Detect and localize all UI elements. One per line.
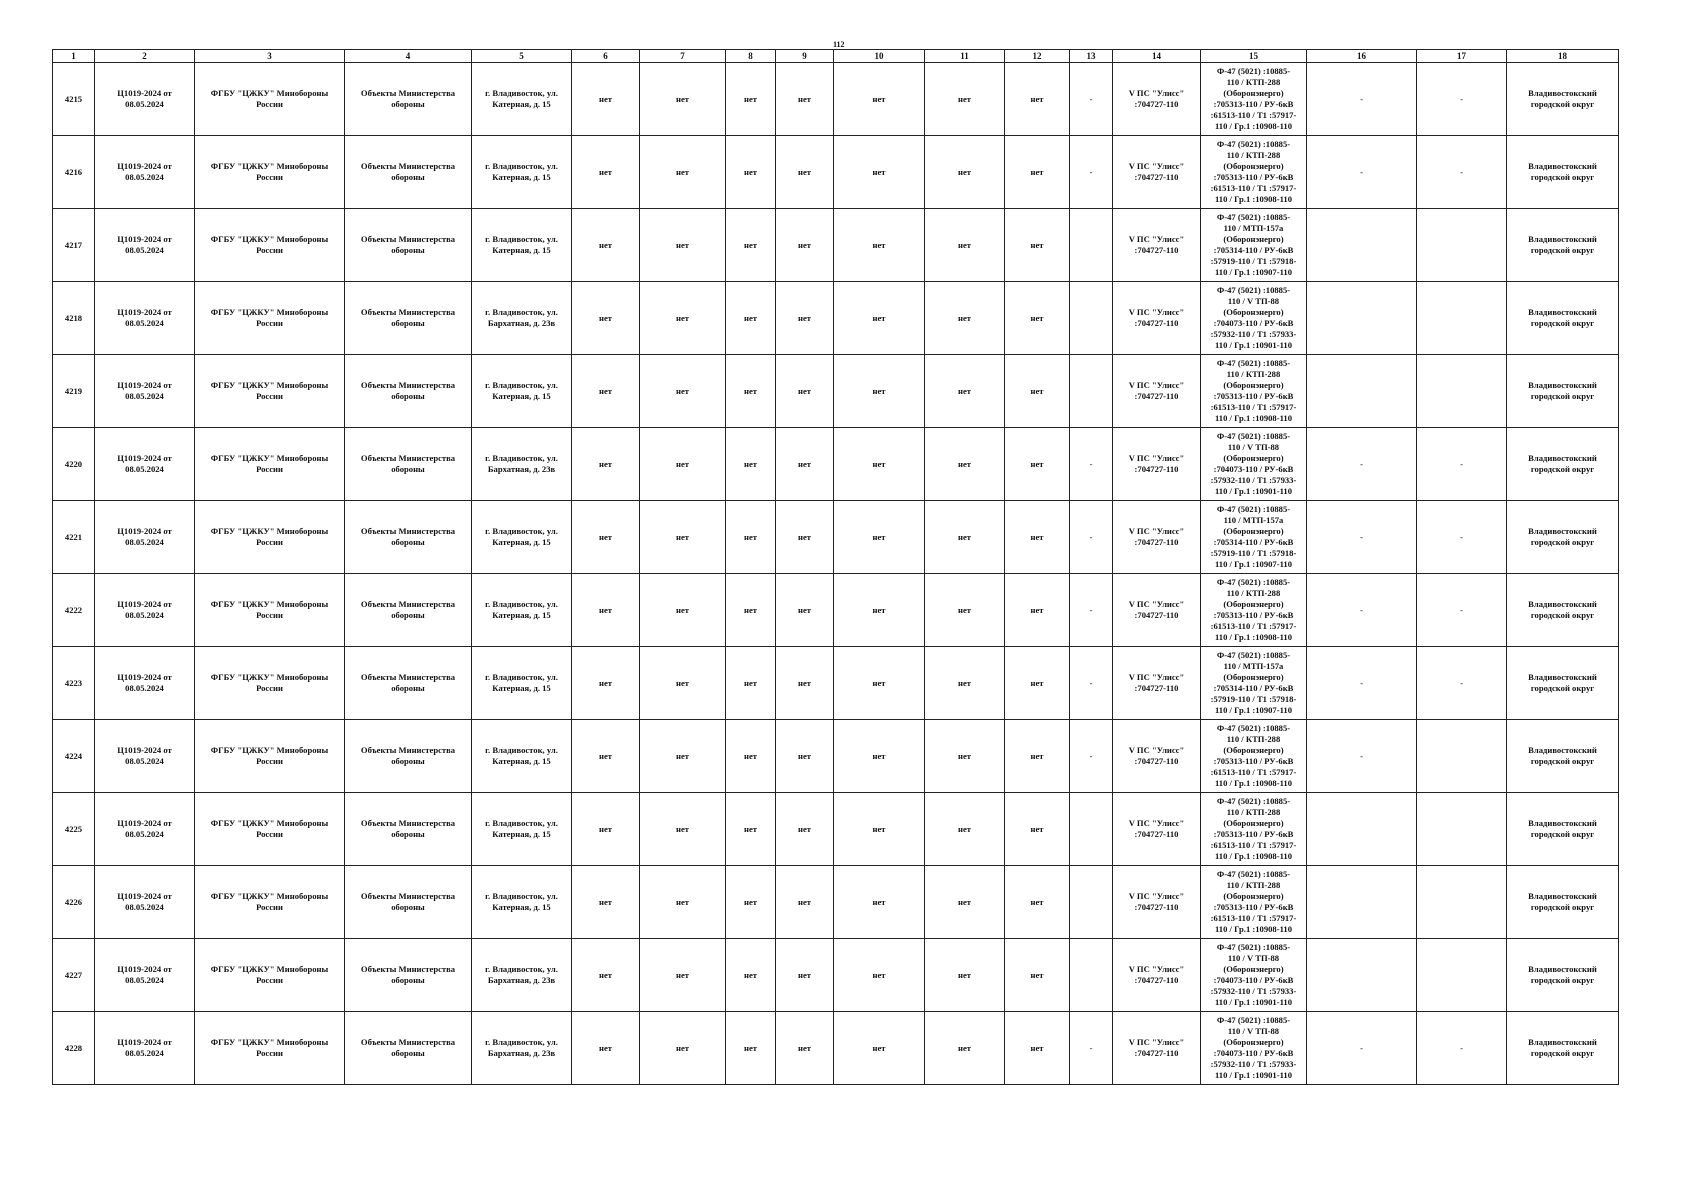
- contract-number-date: Ц1019-2024 от 08.05.2024: [95, 63, 195, 136]
- applicant-name: ФГБУ "ЦЖКУ" Минобороны России: [195, 866, 345, 939]
- row-number: 4225: [53, 793, 95, 866]
- column-10-value: нет: [834, 63, 925, 136]
- column-17-value: [1417, 209, 1507, 282]
- column-9-value: нет: [776, 282, 834, 355]
- column-16-value: [1307, 793, 1417, 866]
- column-7-value: нет: [640, 501, 726, 574]
- object-address: г. Владивосток, ул. Катерная, д. 15: [472, 355, 572, 428]
- column-12-value: нет: [1005, 574, 1070, 647]
- column-17-value: -: [1417, 1012, 1507, 1085]
- column-11-value: нет: [925, 63, 1005, 136]
- contract-number-date: Ц1019-2024 от 08.05.2024: [95, 1012, 195, 1085]
- column-10-value: нет: [834, 355, 925, 428]
- column-12-value: нет: [1005, 1012, 1070, 1085]
- substation-cell: V ПС "Улисс" :704727-110: [1113, 574, 1201, 647]
- object-address: г. Владивосток, ул. Катерная, д. 15: [472, 136, 572, 209]
- column-6-value: нет: [572, 939, 640, 1012]
- column-13-value: -: [1070, 501, 1113, 574]
- row-number: 4218: [53, 282, 95, 355]
- contract-number-date: Ц1019-2024 от 08.05.2024: [95, 574, 195, 647]
- column-9-value: нет: [776, 720, 834, 793]
- column-12-value: нет: [1005, 793, 1070, 866]
- column-7-value: нет: [640, 63, 726, 136]
- connection-path-cell: Ф-47 (5021) :10885- 110 / МТП-157а (Оборонэнерго) :705314-110 / РУ-6кВ :57919-110 / Т1 :57918- 110 / Гр.1 :10907-110: [1201, 501, 1307, 574]
- column-6-value: нет: [572, 793, 640, 866]
- contract-number-date: Ц1019-2024 от 08.05.2024: [95, 793, 195, 866]
- column-11-value: нет: [925, 1012, 1005, 1085]
- object-name: Объекты Министерства обороны: [345, 866, 472, 939]
- municipality-cell: Владивостокский городской округ: [1507, 355, 1619, 428]
- contract-number-date: Ц1019-2024 от 08.05.2024: [95, 501, 195, 574]
- column-6-value: нет: [572, 1012, 640, 1085]
- column-10-value: нет: [834, 428, 925, 501]
- column-13-value: -: [1070, 574, 1113, 647]
- column-header-14: 14: [1113, 50, 1201, 63]
- column-header-11: 11: [925, 50, 1005, 63]
- column-13-value: [1070, 209, 1113, 282]
- column-header-10: 10: [834, 50, 925, 63]
- column-8-value: нет: [726, 282, 776, 355]
- table-row: [53, 647, 1619, 720]
- municipality-cell: Владивостокский городской округ: [1507, 209, 1619, 282]
- column-10-value: нет: [834, 939, 925, 1012]
- connection-path-cell: Ф-47 (5021) :10885- 110 / КТП-288 (Оборонэнерго) :705313-110 / РУ-6кВ :61513-110 / Т1 :57917- 110 / Гр.1 :10908-110: [1201, 63, 1307, 136]
- substation-cell: V ПС "Улисс" :704727-110: [1113, 720, 1201, 793]
- table-row: [53, 501, 1619, 574]
- column-16-value: -: [1307, 136, 1417, 209]
- contract-number-date: Ц1019-2024 от 08.05.2024: [95, 720, 195, 793]
- table-body: [53, 63, 1619, 1085]
- column-10-value: нет: [834, 501, 925, 574]
- row-number: 4224: [53, 720, 95, 793]
- column-7-value: нет: [640, 1012, 726, 1085]
- column-8-value: нет: [726, 793, 776, 866]
- row-number: 4222: [53, 574, 95, 647]
- object-name: Объекты Министерства обороны: [345, 63, 472, 136]
- object-name: Объекты Министерства обороны: [345, 136, 472, 209]
- column-10-value: нет: [834, 647, 925, 720]
- column-11-value: нет: [925, 939, 1005, 1012]
- column-17-value: [1417, 720, 1507, 793]
- column-11-value: нет: [925, 793, 1005, 866]
- substation-cell: V ПС "Улисс" :704727-110: [1113, 501, 1201, 574]
- municipality-cell: Владивостокский городской округ: [1507, 1012, 1619, 1085]
- column-header-4: 4: [345, 50, 472, 63]
- column-11-value: нет: [925, 355, 1005, 428]
- municipality-cell: Владивостокский городской округ: [1507, 501, 1619, 574]
- applicant-name: ФГБУ "ЦЖКУ" Минобороны России: [195, 647, 345, 720]
- column-13-value: [1070, 793, 1113, 866]
- contract-number-date: Ц1019-2024 от 08.05.2024: [95, 428, 195, 501]
- object-address: г. Владивосток, ул. Бархатная, д. 23в: [472, 939, 572, 1012]
- contract-number-date: Ц1019-2024 от 08.05.2024: [95, 647, 195, 720]
- municipality-cell: Владивостокский городской округ: [1507, 428, 1619, 501]
- object-name: Объекты Министерства обороны: [345, 793, 472, 866]
- connection-path-cell: Ф-47 (5021) :10885- 110 / КТП-288 (Оборонэнерго) :705313-110 / РУ-6кВ :61513-110 / Т1 :57917- 110 / Гр.1 :10908-110: [1201, 355, 1307, 428]
- connection-path-cell: Ф-47 (5021) :10885- 110 / КТП-288 (Оборонэнерго) :705313-110 / РУ-6кВ :61513-110 / Т1 :57917- 110 / Гр.1 :10908-110: [1201, 574, 1307, 647]
- column-7-value: нет: [640, 939, 726, 1012]
- contract-number-date: Ц1019-2024 от 08.05.2024: [95, 209, 195, 282]
- column-12-value: нет: [1005, 720, 1070, 793]
- table-row: [53, 136, 1619, 209]
- municipality-cell: Владивостокский городской округ: [1507, 939, 1619, 1012]
- column-13-value: [1070, 355, 1113, 428]
- column-12-value: нет: [1005, 428, 1070, 501]
- column-10-value: нет: [834, 209, 925, 282]
- row-number: 4220: [53, 428, 95, 501]
- column-12-value: нет: [1005, 136, 1070, 209]
- column-10-value: нет: [834, 720, 925, 793]
- column-10-value: нет: [834, 1012, 925, 1085]
- applicant-name: ФГБУ "ЦЖКУ" Минобороны России: [195, 136, 345, 209]
- substation-cell: V ПС "Улисс" :704727-110: [1113, 866, 1201, 939]
- column-16-value: -: [1307, 720, 1417, 793]
- column-12-value: нет: [1005, 209, 1070, 282]
- connection-path-cell: Ф-47 (5021) :10885- 110 / КТП-288 (Оборонэнерго) :705313-110 / РУ-6кВ :61513-110 / Т1 :57917- 110 / Гр.1 :10908-110: [1201, 866, 1307, 939]
- column-13-value: -: [1070, 720, 1113, 793]
- substation-cell: V ПС "Улисс" :704727-110: [1113, 428, 1201, 501]
- substation-cell: V ПС "Улисс" :704727-110: [1113, 136, 1201, 209]
- substation-cell: V ПС "Улисс" :704727-110: [1113, 282, 1201, 355]
- applicant-name: ФГБУ "ЦЖКУ" Минобороны России: [195, 501, 345, 574]
- column-8-value: нет: [726, 136, 776, 209]
- applicant-name: ФГБУ "ЦЖКУ" Минобороны России: [195, 282, 345, 355]
- contract-number-date: Ц1019-2024 от 08.05.2024: [95, 355, 195, 428]
- column-12-value: нет: [1005, 282, 1070, 355]
- column-6-value: нет: [572, 209, 640, 282]
- column-9-value: нет: [776, 136, 834, 209]
- column-17-value: [1417, 282, 1507, 355]
- object-address: г. Владивосток, ул. Катерная, д. 15: [472, 574, 572, 647]
- column-header-17: 17: [1417, 50, 1507, 63]
- municipality-cell: Владивостокский городской округ: [1507, 866, 1619, 939]
- column-17-value: [1417, 939, 1507, 1012]
- row-number: 4228: [53, 1012, 95, 1085]
- applicant-name: ФГБУ "ЦЖКУ" Минобороны России: [195, 355, 345, 428]
- table-row: [53, 574, 1619, 647]
- row-number: 4226: [53, 866, 95, 939]
- register-table: [52, 49, 1619, 1085]
- column-17-value: -: [1417, 501, 1507, 574]
- column-8-value: нет: [726, 209, 776, 282]
- column-7-value: нет: [640, 720, 726, 793]
- object-address: г. Владивосток, ул. Катерная, д. 15: [472, 866, 572, 939]
- column-11-value: нет: [925, 647, 1005, 720]
- column-9-value: нет: [776, 428, 834, 501]
- object-address: г. Владивосток, ул. Бархатная, д. 23в: [472, 282, 572, 355]
- column-13-value: -: [1070, 63, 1113, 136]
- column-11-value: нет: [925, 428, 1005, 501]
- applicant-name: ФГБУ "ЦЖКУ" Минобороны России: [195, 209, 345, 282]
- object-address: г. Владивосток, ул. Бархатная, д. 23в: [472, 1012, 572, 1085]
- column-header-7: 7: [640, 50, 726, 63]
- object-name: Объекты Министерства обороны: [345, 647, 472, 720]
- column-8-value: нет: [726, 939, 776, 1012]
- column-header-3: 3: [195, 50, 345, 63]
- connection-path-cell: Ф-47 (5021) :10885- 110 / КТП-288 (Оборонэнерго) :705313-110 / РУ-6кВ :61513-110 / Т1 :57917- 110 / Гр.1 :10908-110: [1201, 136, 1307, 209]
- column-12-value: нет: [1005, 939, 1070, 1012]
- object-name: Объекты Министерства обороны: [345, 720, 472, 793]
- column-13-value: [1070, 939, 1113, 1012]
- column-7-value: нет: [640, 647, 726, 720]
- municipality-cell: Владивостокский городской округ: [1507, 720, 1619, 793]
- column-9-value: нет: [776, 939, 834, 1012]
- column-11-value: нет: [925, 866, 1005, 939]
- header-row: [53, 50, 1619, 63]
- substation-cell: V ПС "Улисс" :704727-110: [1113, 1012, 1201, 1085]
- row-number: 4223: [53, 647, 95, 720]
- row-number: 4217: [53, 209, 95, 282]
- column-16-value: [1307, 355, 1417, 428]
- column-header-5: 5: [472, 50, 572, 63]
- table-row: [53, 63, 1619, 136]
- object-name: Объекты Министерства обороны: [345, 501, 472, 574]
- column-16-value: [1307, 209, 1417, 282]
- column-header-1: 1: [53, 50, 95, 63]
- column-11-value: нет: [925, 501, 1005, 574]
- table-row: [53, 209, 1619, 282]
- column-10-value: нет: [834, 793, 925, 866]
- column-12-value: нет: [1005, 647, 1070, 720]
- column-header-18: 18: [1507, 50, 1619, 63]
- column-13-value: -: [1070, 1012, 1113, 1085]
- row-number: 4227: [53, 939, 95, 1012]
- table-row: [53, 793, 1619, 866]
- column-header-9: 9: [776, 50, 834, 63]
- column-6-value: нет: [572, 647, 640, 720]
- column-17-value: -: [1417, 647, 1507, 720]
- column-8-value: нет: [726, 720, 776, 793]
- column-17-value: -: [1417, 136, 1507, 209]
- column-9-value: нет: [776, 1012, 834, 1085]
- column-7-value: нет: [640, 282, 726, 355]
- column-8-value: нет: [726, 428, 776, 501]
- column-17-value: -: [1417, 428, 1507, 501]
- table-row: [53, 866, 1619, 939]
- substation-cell: V ПС "Улисс" :704727-110: [1113, 63, 1201, 136]
- column-13-value: -: [1070, 136, 1113, 209]
- column-header-16: 16: [1307, 50, 1417, 63]
- column-9-value: нет: [776, 355, 834, 428]
- column-16-value: -: [1307, 1012, 1417, 1085]
- column-6-value: нет: [572, 355, 640, 428]
- column-11-value: нет: [925, 209, 1005, 282]
- column-6-value: нет: [572, 63, 640, 136]
- column-9-value: нет: [776, 647, 834, 720]
- column-9-value: нет: [776, 793, 834, 866]
- connection-path-cell: Ф-47 (5021) :10885- 110 / КТП-288 (Оборонэнерго) :705313-110 / РУ-6кВ :61513-110 / Т1 :57917- 110 / Гр.1 :10908-110: [1201, 720, 1307, 793]
- object-address: г. Владивосток, ул. Катерная, д. 15: [472, 793, 572, 866]
- object-name: Объекты Министерства обороны: [345, 574, 472, 647]
- substation-cell: V ПС "Улисс" :704727-110: [1113, 355, 1201, 428]
- column-8-value: нет: [726, 1012, 776, 1085]
- connection-path-cell: Ф-47 (5021) :10885- 110 / V ТП-88 (Оборонэнерго) :704073-110 / РУ-6кВ :57932-110 / Т1 :57933- 110 / Гр.1 :10901-110: [1201, 1012, 1307, 1085]
- column-16-value: -: [1307, 428, 1417, 501]
- column-6-value: нет: [572, 501, 640, 574]
- column-6-value: нет: [572, 720, 640, 793]
- page-number: 112: [833, 40, 845, 49]
- column-header-6: 6: [572, 50, 640, 63]
- substation-cell: V ПС "Улисс" :704727-110: [1113, 793, 1201, 866]
- column-6-value: нет: [572, 866, 640, 939]
- row-number: 4215: [53, 63, 95, 136]
- column-9-value: нет: [776, 209, 834, 282]
- column-9-value: нет: [776, 574, 834, 647]
- column-8-value: нет: [726, 501, 776, 574]
- applicant-name: ФГБУ "ЦЖКУ" Минобороны России: [195, 63, 345, 136]
- connection-path-cell: Ф-47 (5021) :10885- 110 / V ТП-88 (Оборонэнерго) :704073-110 / РУ-6кВ :57932-110 / Т1 :57933- 110 / Гр.1 :10901-110: [1201, 939, 1307, 1012]
- column-16-value: -: [1307, 501, 1417, 574]
- substation-cell: V ПС "Улисс" :704727-110: [1113, 209, 1201, 282]
- contract-number-date: Ц1019-2024 от 08.05.2024: [95, 866, 195, 939]
- column-header-2: 2: [95, 50, 195, 63]
- row-number: 4216: [53, 136, 95, 209]
- applicant-name: ФГБУ "ЦЖКУ" Минобороны России: [195, 574, 345, 647]
- municipality-cell: Владивостокский городской округ: [1507, 793, 1619, 866]
- column-9-value: нет: [776, 866, 834, 939]
- object-name: Объекты Министерства обороны: [345, 939, 472, 1012]
- column-8-value: нет: [726, 63, 776, 136]
- applicant-name: ФГБУ "ЦЖКУ" Минобороны России: [195, 428, 345, 501]
- column-6-value: нет: [572, 282, 640, 355]
- column-7-value: нет: [640, 793, 726, 866]
- column-16-value: -: [1307, 574, 1417, 647]
- column-header-12: 12: [1005, 50, 1070, 63]
- column-17-value: [1417, 866, 1507, 939]
- column-12-value: нет: [1005, 866, 1070, 939]
- column-10-value: нет: [834, 866, 925, 939]
- column-8-value: нет: [726, 866, 776, 939]
- column-13-value: [1070, 282, 1113, 355]
- column-11-value: нет: [925, 136, 1005, 209]
- municipality-cell: Владивостокский городской округ: [1507, 574, 1619, 647]
- column-11-value: нет: [925, 720, 1005, 793]
- object-name: Объекты Министерства обороны: [345, 209, 472, 282]
- connection-path-cell: Ф-47 (5021) :10885- 110 / КТП-288 (Оборонэнерго) :705313-110 / РУ-6кВ :61513-110 / Т1 :57917- 110 / Гр.1 :10908-110: [1201, 793, 1307, 866]
- column-8-value: нет: [726, 647, 776, 720]
- connection-path-cell: Ф-47 (5021) :10885- 110 / V ТП-88 (Оборонэнерго) :704073-110 / РУ-6кВ :57932-110 / Т1 :57933- 110 / Гр.1 :10901-110: [1201, 428, 1307, 501]
- applicant-name: ФГБУ "ЦЖКУ" Минобороны России: [195, 793, 345, 866]
- column-12-value: нет: [1005, 501, 1070, 574]
- table-row: [53, 355, 1619, 428]
- substation-cell: V ПС "Улисс" :704727-110: [1113, 647, 1201, 720]
- row-number: 4219: [53, 355, 95, 428]
- object-address: г. Владивосток, ул. Катерная, д. 15: [472, 501, 572, 574]
- object-address: г. Владивосток, ул. Бархатная, д. 23в: [472, 428, 572, 501]
- column-10-value: нет: [834, 574, 925, 647]
- column-7-value: нет: [640, 866, 726, 939]
- column-17-value: -: [1417, 574, 1507, 647]
- substation-cell: V ПС "Улисс" :704727-110: [1113, 939, 1201, 1012]
- column-17-value: [1417, 793, 1507, 866]
- column-header-13: 13: [1070, 50, 1113, 63]
- contract-number-date: Ц1019-2024 от 08.05.2024: [95, 136, 195, 209]
- applicant-name: ФГБУ "ЦЖКУ" Минобороны России: [195, 720, 345, 793]
- column-13-value: [1070, 866, 1113, 939]
- object-name: Объекты Министерства обороны: [345, 1012, 472, 1085]
- table-row: [53, 1012, 1619, 1085]
- municipality-cell: Владивостокский городской округ: [1507, 647, 1619, 720]
- column-16-value: [1307, 282, 1417, 355]
- object-address: г. Владивосток, ул. Катерная, д. 15: [472, 209, 572, 282]
- column-16-value: -: [1307, 647, 1417, 720]
- connection-path-cell: Ф-47 (5021) :10885- 110 / V ТП-88 (Оборонэнерго) :704073-110 / РУ-6кВ :57932-110 / Т1 :57933- 110 / Гр.1 :10901-110: [1201, 282, 1307, 355]
- table-row: [53, 282, 1619, 355]
- column-11-value: нет: [925, 282, 1005, 355]
- column-10-value: нет: [834, 136, 925, 209]
- column-12-value: нет: [1005, 63, 1070, 136]
- column-7-value: нет: [640, 574, 726, 647]
- object-name: Объекты Министерства обороны: [345, 355, 472, 428]
- column-6-value: нет: [572, 574, 640, 647]
- applicant-name: ФГБУ "ЦЖКУ" Минобороны России: [195, 1012, 345, 1085]
- column-7-value: нет: [640, 355, 726, 428]
- object-address: г. Владивосток, ул. Катерная, д. 15: [472, 720, 572, 793]
- contract-number-date: Ц1019-2024 от 08.05.2024: [95, 282, 195, 355]
- column-7-value: нет: [640, 209, 726, 282]
- municipality-cell: Владивостокский городской округ: [1507, 63, 1619, 136]
- column-16-value: [1307, 939, 1417, 1012]
- column-6-value: нет: [572, 136, 640, 209]
- table-row: [53, 428, 1619, 501]
- municipality-cell: Владивостокский городской округ: [1507, 136, 1619, 209]
- column-13-value: -: [1070, 647, 1113, 720]
- applicant-name: ФГБУ "ЦЖКУ" Минобороны России: [195, 939, 345, 1012]
- column-7-value: нет: [640, 136, 726, 209]
- column-9-value: нет: [776, 63, 834, 136]
- column-header-15: 15: [1201, 50, 1307, 63]
- column-8-value: нет: [726, 355, 776, 428]
- contract-number-date: Ц1019-2024 от 08.05.2024: [95, 939, 195, 1012]
- table-row: [53, 720, 1619, 793]
- object-address: г. Владивосток, ул. Катерная, д. 15: [472, 647, 572, 720]
- column-10-value: нет: [834, 282, 925, 355]
- connection-path-cell: Ф-47 (5021) :10885- 110 / МТП-157а (Оборонэнерго) :705314-110 / РУ-6кВ :57919-110 / Т1 :57918- 110 / Гр.1 :10907-110: [1201, 209, 1307, 282]
- column-17-value: -: [1417, 63, 1507, 136]
- column-16-value: [1307, 866, 1417, 939]
- column-header-8: 8: [726, 50, 776, 63]
- column-7-value: нет: [640, 428, 726, 501]
- column-8-value: нет: [726, 574, 776, 647]
- column-13-value: -: [1070, 428, 1113, 501]
- municipality-cell: Владивостокский городской округ: [1507, 282, 1619, 355]
- column-12-value: нет: [1005, 355, 1070, 428]
- column-11-value: нет: [925, 574, 1005, 647]
- column-6-value: нет: [572, 428, 640, 501]
- row-number: 4221: [53, 501, 95, 574]
- object-address: г. Владивосток, ул. Катерная, д. 15: [472, 63, 572, 136]
- table-row: [53, 939, 1619, 1012]
- connection-path-cell: Ф-47 (5021) :10885- 110 / МТП-157а (Оборонэнерго) :705314-110 / РУ-6кВ :57919-110 / Т1 :57918- 110 / Гр.1 :10907-110: [1201, 647, 1307, 720]
- column-9-value: нет: [776, 501, 834, 574]
- column-17-value: [1417, 355, 1507, 428]
- column-16-value: -: [1307, 63, 1417, 136]
- object-name: Объекты Министерства обороны: [345, 282, 472, 355]
- object-name: Объекты Министерства обороны: [345, 428, 472, 501]
